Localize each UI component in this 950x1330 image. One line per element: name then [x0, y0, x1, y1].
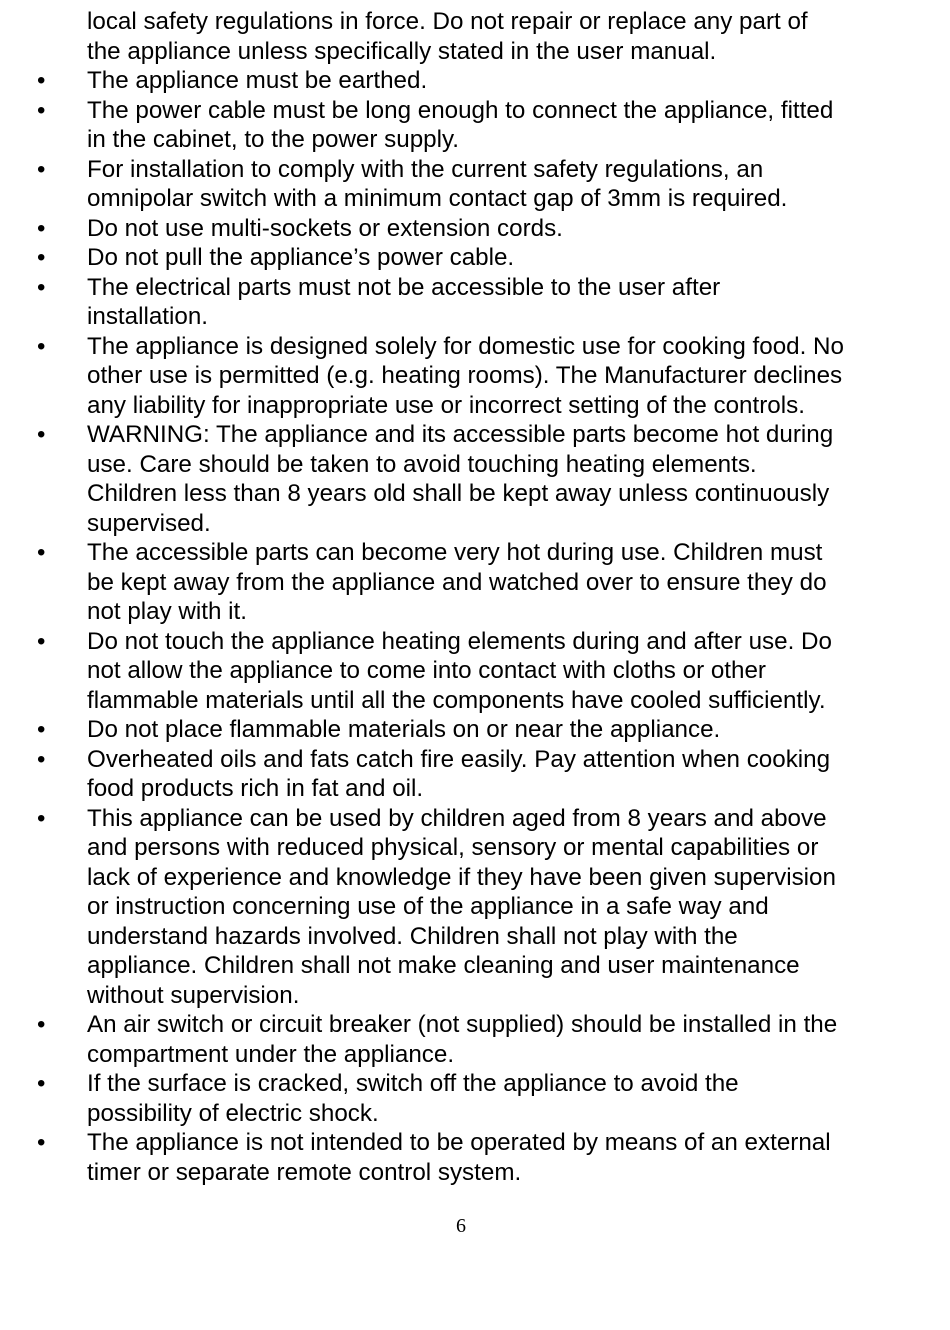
bullet-item: • Do not pull the appliance’s power cable.	[87, 243, 897, 273]
bullet-item: • The accessible parts can become very hot during use. Children must be kept away from the appliance and watched over to ensure they do not play with it.	[87, 538, 897, 627]
bullet-item: • The appliance is designed solely for domestic use for cooking food. No other use is permitted (e.g. heating rooms). The Manufacturer declines any liability for inappropriate use or incorrect setting of the controls.	[87, 332, 897, 421]
bullet-item: • This appliance can be used by children aged from 8 years and above and persons with reduced physical, sensory or mental capabilities or lack of experience and knowledge if they have been given supervision or instruction concerning use of the appliance in a safe way and understand hazards involved. Children shall not play with the appliance. Children shall not make cleaning and user maintenance without supervision.	[87, 804, 897, 1011]
bullet-item: • For installation to comply with the current safety regulations, an omnipolar switch with a minimum contact gap of 3mm is required.	[87, 155, 897, 214]
bullet-item: • Do not use multi-sockets or extension cords.	[87, 214, 897, 244]
bullet-item: • WARNING: The appliance and its accessible parts become hot during use. Care should be taken to avoid touching heating elements. Children less than 8 years old shall be kept away unless continuously supervised.	[87, 420, 897, 538]
bullet-item: • Overheated oils and fats catch fire easily. Pay attention when cooking food products rich in fat and oil.	[87, 745, 897, 804]
continuation-paragraph: local safety regulations in force. Do not repair or replace any part of the appliance unless specifically stated in the user manual.	[87, 8, 808, 65]
bullet-item: • The electrical parts must not be accessible to the user after installation.	[87, 273, 897, 332]
bullet-item: • An air switch or circuit breaker (not supplied) should be installed in the compartment under the appliance.	[87, 1010, 897, 1069]
bullet-item: • If the surface is cracked, switch off the appliance to avoid the possibility of electric shock.	[87, 1069, 897, 1128]
safety-instructions	[87, 7, 897, 1187]
bullet-item: • The appliance must be earthed.	[87, 66, 897, 96]
bullet-item: • Do not touch the appliance heating elements during and after use. Do not allow the appliance to come into contact with cloths or other flammable materials until all the components have cooled sufficiently.	[87, 627, 897, 716]
bullet-item: • Do not place flammable materials on or near the appliance.	[87, 715, 897, 745]
page-number: 6	[456, 1215, 466, 1237]
bullet-item: • The appliance is not intended to be operated by means of an external timer or separate remote control system.	[87, 1128, 897, 1187]
safety-bullet-list	[87, 66, 897, 1187]
bullet-item: • The power cable must be long enough to connect the appliance, fitted in the cabinet, to the power supply.	[87, 96, 897, 155]
